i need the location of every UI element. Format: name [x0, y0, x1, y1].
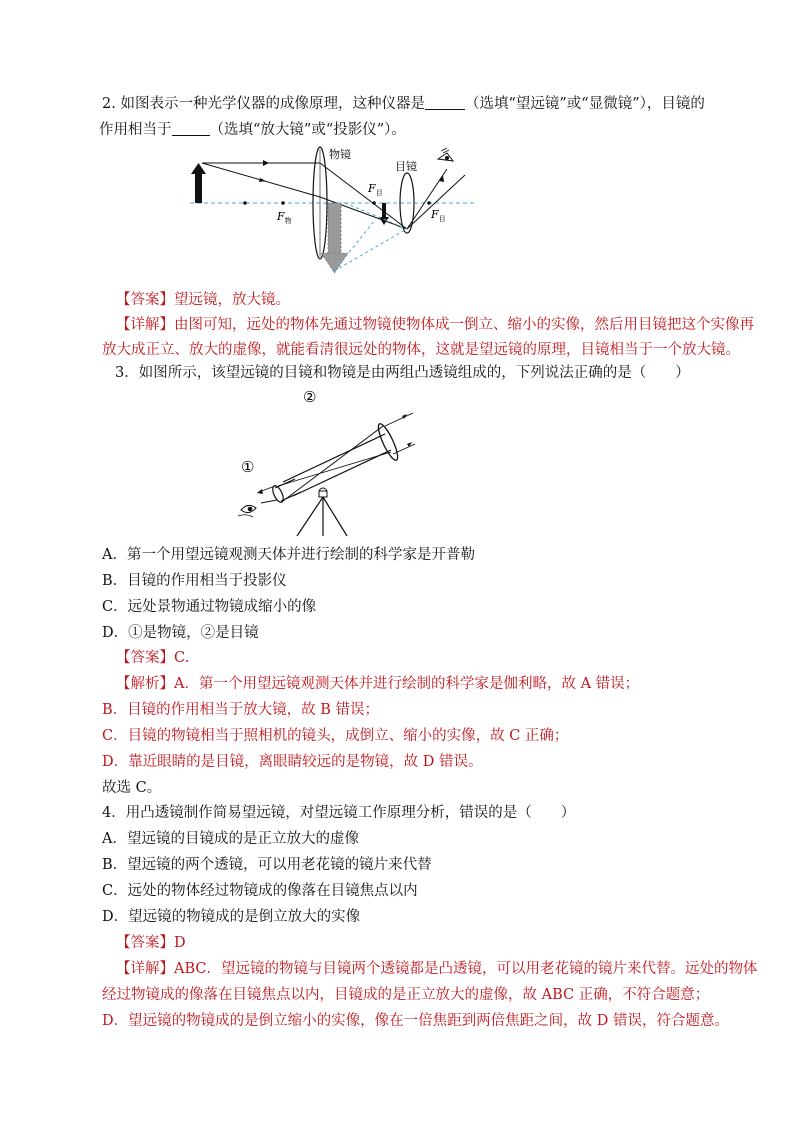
focus-objective-label: $F_物$: [277, 210, 292, 225]
focus-eyepiece-right-label: $F_目$: [431, 208, 446, 223]
q3-option-b: B．目镜的作用相当于投影仪: [102, 573, 287, 589]
q3-analysis-c: C．目镜的物镜相当于照相机的镜头，成倒立、缩小的实像，故 C 正确；: [102, 728, 569, 744]
focus-eyepiece-left-label: $F_目$: [368, 182, 383, 197]
q4-option-c: C．远处的物体经过物镜成的像落在目镜焦点以内: [102, 883, 418, 899]
answer-blank: [425, 95, 465, 110]
q4-option-b: B．望远镜的两个透镜，可以用老花镜的镜片来代替: [102, 857, 432, 873]
q2-detail-line2: 放大成正立、放大的虚像，就能看清很远处的物体，这就是望远镜的原理，目镜相当于一个放大镜。: [102, 342, 740, 358]
q3-stem: 3．如图所示，该望远镜的目镜和物镜是由两组凸透镜组成的，下列说法正确的是（ ）: [115, 365, 690, 381]
q3-option-a: A．第一个用望远镜观测天体并进行绘制的科学家是开普勒: [102, 547, 475, 563]
q3-option-d: D．①是物镜，②是目镜: [102, 625, 259, 641]
label-circle-2: ②: [303, 388, 317, 406]
q3-conclusion: 故选 C。: [102, 780, 162, 796]
q4-option-d: D．望远镜的物镜成的是倒立放大的实像: [102, 909, 361, 925]
q4-detail-line3: D．望远镜的物镜成的是倒立缩小的实像，像在一倍焦距到两倍焦距之间，故 D 错误，符合题意。: [102, 1013, 729, 1029]
answer-blank: [172, 121, 210, 136]
q2-answer: 【答案】望远镜，放大镜。: [116, 292, 290, 308]
q2-stem-line1: 2. 如图表示一种光学仪器的成像原理，这种仪器是 （选填“望远镜”或“显微镜”），目镜的: [102, 96, 705, 112]
eye-icon: [238, 505, 256, 517]
q4-answer: 【答案】D: [116, 935, 186, 951]
q3-option-c: C．远处景物通过物镜成缩小的像: [102, 599, 317, 615]
q4-detail-line1: 【详解】ABC．望远镜的物镜与目镜两个透镜都是凸透镜，可以用老花镜的镜片来代替。远处的物体: [116, 961, 758, 977]
q4-option-a: A．望远镜的目镜成的是正立放大的虚像: [102, 831, 359, 847]
q3-answer: 【答案】C.: [116, 650, 190, 666]
q3-analysis-d: D．靠近眼睛的是目镜，离眼睛较远的是物镜，故 D 错误。: [102, 754, 483, 770]
q4-stem: 4．用凸透镜制作简易望远镜，对望远镜工作原理分析，错误的是（ ）: [102, 805, 576, 821]
objective-lens-label: 物镜: [329, 148, 351, 161]
eye-icon: [438, 148, 453, 161]
q3-analysis-b: B．目镜的作用相当于放大镜，故 B 错误；: [102, 702, 380, 718]
q2-detail-line1: 【详解】由图可知，远处的物体先通过物镜使物体成一倒立、缩小的实像，然后用目镜把这个实像再: [116, 317, 754, 333]
q2-telescope-diagram: [185, 145, 485, 285]
q3-analysis-a: 【解析】A．第一个用望远镜观测天体并进行绘制的科学家是伽利略，故 A 错误；: [116, 676, 640, 692]
label-circle-1: ①: [241, 458, 255, 476]
q2-stem-line2: 作用相当于 （选填“放大镜”或“投影仪”）。: [99, 122, 406, 138]
eyepiece-lens-label: 目镜: [395, 160, 417, 173]
q3-telescope-figure: [235, 386, 420, 538]
q4-detail-line2: 经过物镜成的像落在目镜焦点以内，目镜成的是正立放大的虚像，故 ABC 正确，不符合题意；: [102, 987, 710, 1003]
